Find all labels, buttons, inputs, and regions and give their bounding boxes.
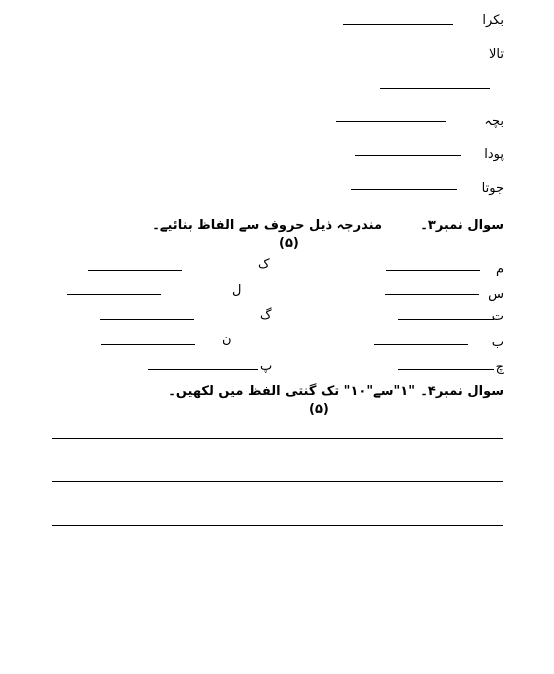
answer-line-3[interactable] <box>336 121 446 122</box>
q3-left-letter-5: پ <box>260 359 273 374</box>
word-bakra: بکرا <box>482 13 504 28</box>
q4-label: سوال نمبر۴۔ <box>420 384 504 399</box>
q3-left-letter-3: گ <box>260 308 272 323</box>
q4-instruction: "۱"سے"۱۰" تک گنتی الفظ میں لکھیں۔ <box>168 384 415 399</box>
word-joota: جوتا <box>481 181 504 196</box>
q3-left-line-1[interactable] <box>88 270 182 271</box>
q3-right-letter-2: س <box>488 287 504 302</box>
q4-answer-line-3[interactable] <box>52 525 503 526</box>
q3-left-letter-1: ک <box>258 257 270 272</box>
q4-answer-line-2[interactable] <box>52 481 503 482</box>
q3-right-line-2[interactable] <box>385 294 479 295</box>
answer-line-4[interactable] <box>355 155 461 156</box>
q3-instruction: مندرجہ ذیل حروف سے الفاظ بنائیے۔ <box>152 218 382 233</box>
q3-left-letter-4: ن <box>222 332 232 347</box>
q3-left-line-4[interactable] <box>101 344 195 345</box>
word-bacha: بچہ <box>484 114 504 129</box>
answer-line-1a[interactable] <box>343 24 453 25</box>
q3-left-line-3[interactable] <box>100 319 194 320</box>
q3-right-line-5[interactable] <box>398 369 494 370</box>
q4-answer-line-1[interactable] <box>52 438 503 439</box>
q3-right-line-3[interactable] <box>398 319 494 320</box>
q4-marks: (۵) <box>309 402 329 417</box>
q3-right-line-1[interactable] <box>386 270 480 271</box>
word-poda: پودا <box>484 147 504 162</box>
q3-right-letter-4: ب <box>491 335 504 350</box>
q3-right-letter-5: چ <box>495 360 504 375</box>
q3-left-line-5[interactable] <box>148 369 258 370</box>
answer-line-2[interactable] <box>380 88 490 89</box>
q3-left-line-2[interactable] <box>67 294 161 295</box>
q3-right-letter-1: م <box>495 262 504 277</box>
q3-label: سوال نمبر۳۔ <box>420 218 504 233</box>
answer-line-5[interactable] <box>351 189 457 190</box>
q3-left-letter-2: ل <box>232 283 242 298</box>
q3-right-line-4[interactable] <box>374 344 468 345</box>
q3-marks: (۵) <box>279 236 299 251</box>
word-tala: تالا <box>489 47 504 62</box>
q3-right-letter-3: ت <box>491 309 504 324</box>
